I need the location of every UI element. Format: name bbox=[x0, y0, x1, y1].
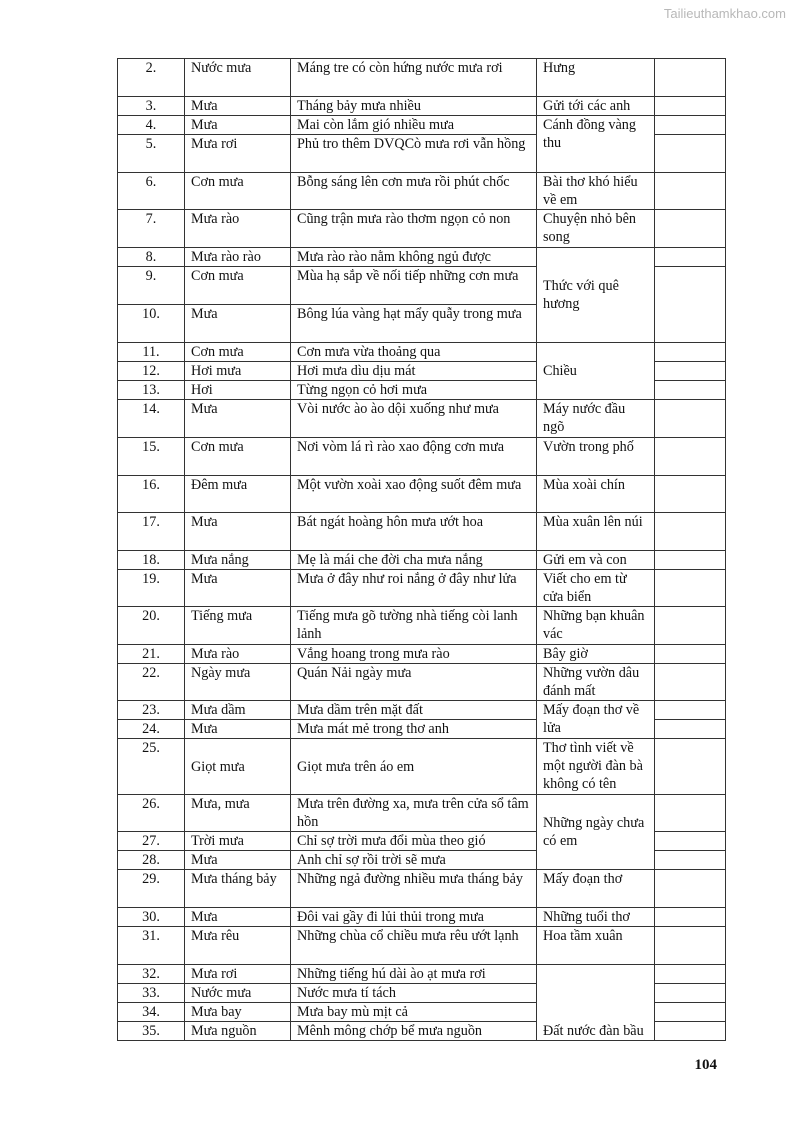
empty-cell bbox=[655, 551, 726, 570]
empty-cell bbox=[655, 851, 726, 870]
row-number: 6. bbox=[118, 173, 185, 210]
empty-cell bbox=[655, 965, 726, 984]
row-number: 31. bbox=[118, 927, 185, 965]
rain-word: Mưa dầm bbox=[185, 701, 291, 720]
poem-title: Chuyện nhỏ bên song bbox=[537, 210, 655, 248]
rain-word: Mưa rơi bbox=[185, 965, 291, 984]
poem-title: Thơ tình viết về một người đàn bà không có tên bbox=[537, 739, 655, 795]
empty-cell bbox=[655, 173, 726, 210]
row-number: 12. bbox=[118, 362, 185, 381]
empty-cell bbox=[655, 664, 726, 701]
rain-word: Cơn mưa bbox=[185, 343, 291, 362]
poem-title: Hưng bbox=[537, 59, 655, 97]
poem-title: Mùa xuân lên núi bbox=[537, 513, 655, 551]
rain-word: Mưa bbox=[185, 400, 291, 438]
verse-line: Vòi nước ào ào dội xuống như mưa bbox=[291, 400, 537, 438]
empty-cell bbox=[655, 267, 726, 343]
rain-word: Cơn mưa bbox=[185, 267, 291, 305]
verse-line: Mưa bay mù mịt cả bbox=[291, 1003, 537, 1022]
poem-title: Chiều bbox=[537, 343, 655, 400]
poem-title: Vườn trong phố bbox=[537, 438, 655, 476]
empty-cell bbox=[655, 400, 726, 438]
empty-cell bbox=[655, 795, 726, 832]
row-number: 8. bbox=[118, 248, 185, 267]
rain-word: Hơi mưa bbox=[185, 362, 291, 381]
row-number: 24. bbox=[118, 720, 185, 739]
verse-line: Tháng bảy mưa nhiều bbox=[291, 97, 537, 116]
row-number: 23. bbox=[118, 701, 185, 720]
empty-cell bbox=[655, 720, 726, 739]
verse-line: Cơn mưa vừa thoảng qua bbox=[291, 343, 537, 362]
empty-cell bbox=[655, 59, 726, 97]
rain-word: Mưa rơi bbox=[185, 135, 291, 173]
empty-cell bbox=[655, 570, 726, 607]
rain-word: Mưa rào bbox=[185, 645, 291, 664]
empty-cell bbox=[655, 1022, 726, 1041]
poem-title: Máy nước đầu ngõ bbox=[537, 400, 655, 438]
row-number: 21. bbox=[118, 645, 185, 664]
rain-word: Mưa nguồn bbox=[185, 1022, 291, 1041]
poem-title: Mấy đoạn thơ bbox=[537, 870, 655, 908]
row-number: 25. bbox=[118, 739, 185, 795]
empty-cell bbox=[655, 135, 726, 173]
rain-word: Mưa bbox=[185, 97, 291, 116]
empty-cell bbox=[655, 645, 726, 664]
empty-cell bbox=[655, 513, 726, 551]
empty-cell bbox=[655, 607, 726, 645]
verse-line: Những chùa cổ chiều mưa rêu ướt lạnh bbox=[291, 927, 537, 965]
rain-word: Mưa bbox=[185, 570, 291, 607]
rain-word: Tiếng mưa bbox=[185, 607, 291, 645]
empty-cell bbox=[655, 248, 726, 267]
row-number: 22. bbox=[118, 664, 185, 701]
rain-word: Nước mưa bbox=[185, 984, 291, 1003]
empty-cell bbox=[655, 476, 726, 513]
rain-word: Mưa bbox=[185, 305, 291, 343]
verse-line: Nước mưa tí tách bbox=[291, 984, 537, 1003]
verse-line: Giọt mưa trên áo em bbox=[291, 739, 537, 795]
row-number: 5. bbox=[118, 135, 185, 173]
verse-line: Hơi mưa dìu dịu mát bbox=[291, 362, 537, 381]
empty-cell bbox=[655, 210, 726, 248]
verse-line: Máng tre có còn hứng nước mưa rơi bbox=[291, 59, 537, 97]
verse-line: Phủ tro thêm DVQCò mưa rơi vẫn hồng bbox=[291, 135, 537, 173]
empty-cell bbox=[655, 362, 726, 381]
verse-line: Mưa mát mẻ trong thơ anh bbox=[291, 720, 537, 739]
verse-line: Những tiếng hú dài ào ạt mưa rơi bbox=[291, 965, 537, 984]
poem-title: Gửi em và con bbox=[537, 551, 655, 570]
row-number: 27. bbox=[118, 832, 185, 851]
empty-cell bbox=[655, 381, 726, 400]
verse-line: Mai còn lắm gió nhiều mưa bbox=[291, 116, 537, 135]
verse-line: Mưa dầm trên mặt đất bbox=[291, 701, 537, 720]
verse-line: Từng ngọn cỏ hơi mưa bbox=[291, 381, 537, 400]
poem-title: Hoa tầm xuân bbox=[537, 927, 655, 965]
poem-title: Cánh đồng vàng thu bbox=[537, 116, 655, 173]
rain-word: Cơn mưa bbox=[185, 438, 291, 476]
row-number: 34. bbox=[118, 1003, 185, 1022]
verse-line: Anh chỉ sợ rồi trời sẽ mưa bbox=[291, 851, 537, 870]
poem-title: Những ngày chưa có em bbox=[537, 795, 655, 870]
rain-word: Mưa bbox=[185, 720, 291, 739]
empty-cell bbox=[655, 438, 726, 476]
row-number: 7. bbox=[118, 210, 185, 248]
verse-line: Mùa hạ sắp về nối tiếp những cơn mưa bbox=[291, 267, 537, 305]
verse-line: Những ngả đường nhiều mưa tháng bảy bbox=[291, 870, 537, 908]
verse-line: Mưa ở đây như roi nắng ở đây như lửa bbox=[291, 570, 537, 607]
poem-title: Gửi tới các anh bbox=[537, 97, 655, 116]
empty-cell bbox=[655, 1003, 726, 1022]
row-number: 26. bbox=[118, 795, 185, 832]
watermark: Tailieuthamkhao.com bbox=[663, 6, 786, 21]
poem-title: Viết cho em từ cửa biển bbox=[537, 570, 655, 607]
poem-title: Mấy đoạn thơ về lửa bbox=[537, 701, 655, 739]
verse-line: Vắng hoang trong mưa rào bbox=[291, 645, 537, 664]
poem-title: Bài thơ khó hiểu về em bbox=[537, 173, 655, 210]
empty-cell bbox=[655, 832, 726, 851]
row-number: 20. bbox=[118, 607, 185, 645]
poem-table bbox=[117, 58, 726, 1041]
poem-title: Những vườn dâu đánh mất bbox=[537, 664, 655, 701]
empty-cell bbox=[655, 984, 726, 1003]
empty-cell bbox=[655, 343, 726, 362]
row-number: 4. bbox=[118, 116, 185, 135]
poem-title: Những bạn khuân vác bbox=[537, 607, 655, 645]
verse-line: Nơi vòm lá rì rào xao động cơn mưa bbox=[291, 438, 537, 476]
empty-cell bbox=[655, 116, 726, 135]
row-number: 18. bbox=[118, 551, 185, 570]
rain-word: Mưa bbox=[185, 116, 291, 135]
verse-line: Mưa trên đường xa, mưa trên cửa sổ tâm hồn bbox=[291, 795, 537, 832]
rain-word: Mưa bbox=[185, 851, 291, 870]
rain-word: Mưa rêu bbox=[185, 927, 291, 965]
row-number: 2. bbox=[118, 59, 185, 97]
poem-title: Những tuổi thơ bbox=[537, 908, 655, 927]
row-number: 16. bbox=[118, 476, 185, 513]
verse-line: Tiếng mưa gõ tường nhà tiếng còi lanh lảnh bbox=[291, 607, 537, 645]
verse-line: Chỉ sợ trời mưa đổi mùa theo gió bbox=[291, 832, 537, 851]
row-number: 17. bbox=[118, 513, 185, 551]
empty-cell bbox=[655, 927, 726, 965]
row-number: 10. bbox=[118, 305, 185, 343]
poem-title: Đất nước đàn bầu bbox=[537, 965, 655, 1041]
rain-word: Trời mưa bbox=[185, 832, 291, 851]
rain-word: Mưa tháng bảy bbox=[185, 870, 291, 908]
page-number: 104 bbox=[694, 1057, 717, 1073]
poem-title: Bây giờ bbox=[537, 645, 655, 664]
empty-cell bbox=[655, 97, 726, 116]
rain-word: Nước mưa bbox=[185, 59, 291, 97]
verse-line: Đôi vai gầy đi lủi thủi trong mưa bbox=[291, 908, 537, 927]
empty-cell bbox=[655, 908, 726, 927]
row-number: 11. bbox=[118, 343, 185, 362]
poem-title: Thức với quê hương bbox=[537, 248, 655, 343]
rain-word: Ngày mưa bbox=[185, 664, 291, 701]
poem-title: Mùa xoài chín bbox=[537, 476, 655, 513]
verse-line: Mẹ là mái che đời cha mưa nắng bbox=[291, 551, 537, 570]
row-number: 19. bbox=[118, 570, 185, 607]
row-number: 30. bbox=[118, 908, 185, 927]
empty-cell bbox=[655, 739, 726, 795]
rain-word: Mưa bbox=[185, 513, 291, 551]
verse-line: Mưa rào rào nằm không ngủ được bbox=[291, 248, 537, 267]
rain-word: Cơn mưa bbox=[185, 173, 291, 210]
empty-cell bbox=[655, 701, 726, 720]
rain-word: Mưa bay bbox=[185, 1003, 291, 1022]
verse-line: Bỗng sáng lên cơn mưa rồi phút chốc bbox=[291, 173, 537, 210]
verse-line: Mênh mông chớp bể mưa nguồn bbox=[291, 1022, 537, 1041]
row-number: 29. bbox=[118, 870, 185, 908]
verse-line: Cũng trận mưa rào thơm ngọn cỏ non bbox=[291, 210, 537, 248]
row-number: 3. bbox=[118, 97, 185, 116]
rain-word: Giọt mưa bbox=[185, 739, 291, 795]
rain-word: Mưa, mưa bbox=[185, 795, 291, 832]
row-number: 14. bbox=[118, 400, 185, 438]
row-number: 33. bbox=[118, 984, 185, 1003]
rain-word: Hơi bbox=[185, 381, 291, 400]
empty-cell bbox=[655, 870, 726, 908]
row-number: 35. bbox=[118, 1022, 185, 1041]
verse-line: Bông lúa vàng hạt mẩy quẫy trong mưa bbox=[291, 305, 537, 343]
row-number: 15. bbox=[118, 438, 185, 476]
row-number: 13. bbox=[118, 381, 185, 400]
rain-word: Mưa rào rào bbox=[185, 248, 291, 267]
rain-word: Mưa bbox=[185, 908, 291, 927]
verse-line: Một vườn xoài xao động suốt đêm mưa bbox=[291, 476, 537, 513]
rain-word: Mưa nắng bbox=[185, 551, 291, 570]
verse-line: Quán Nải ngày mưa bbox=[291, 664, 537, 701]
row-number: 32. bbox=[118, 965, 185, 984]
row-number: 9. bbox=[118, 267, 185, 305]
verse-line: Bát ngát hoàng hôn mưa ướt hoa bbox=[291, 513, 537, 551]
rain-word: Mưa rào bbox=[185, 210, 291, 248]
row-number: 28. bbox=[118, 851, 185, 870]
rain-word: Đêm mưa bbox=[185, 476, 291, 513]
